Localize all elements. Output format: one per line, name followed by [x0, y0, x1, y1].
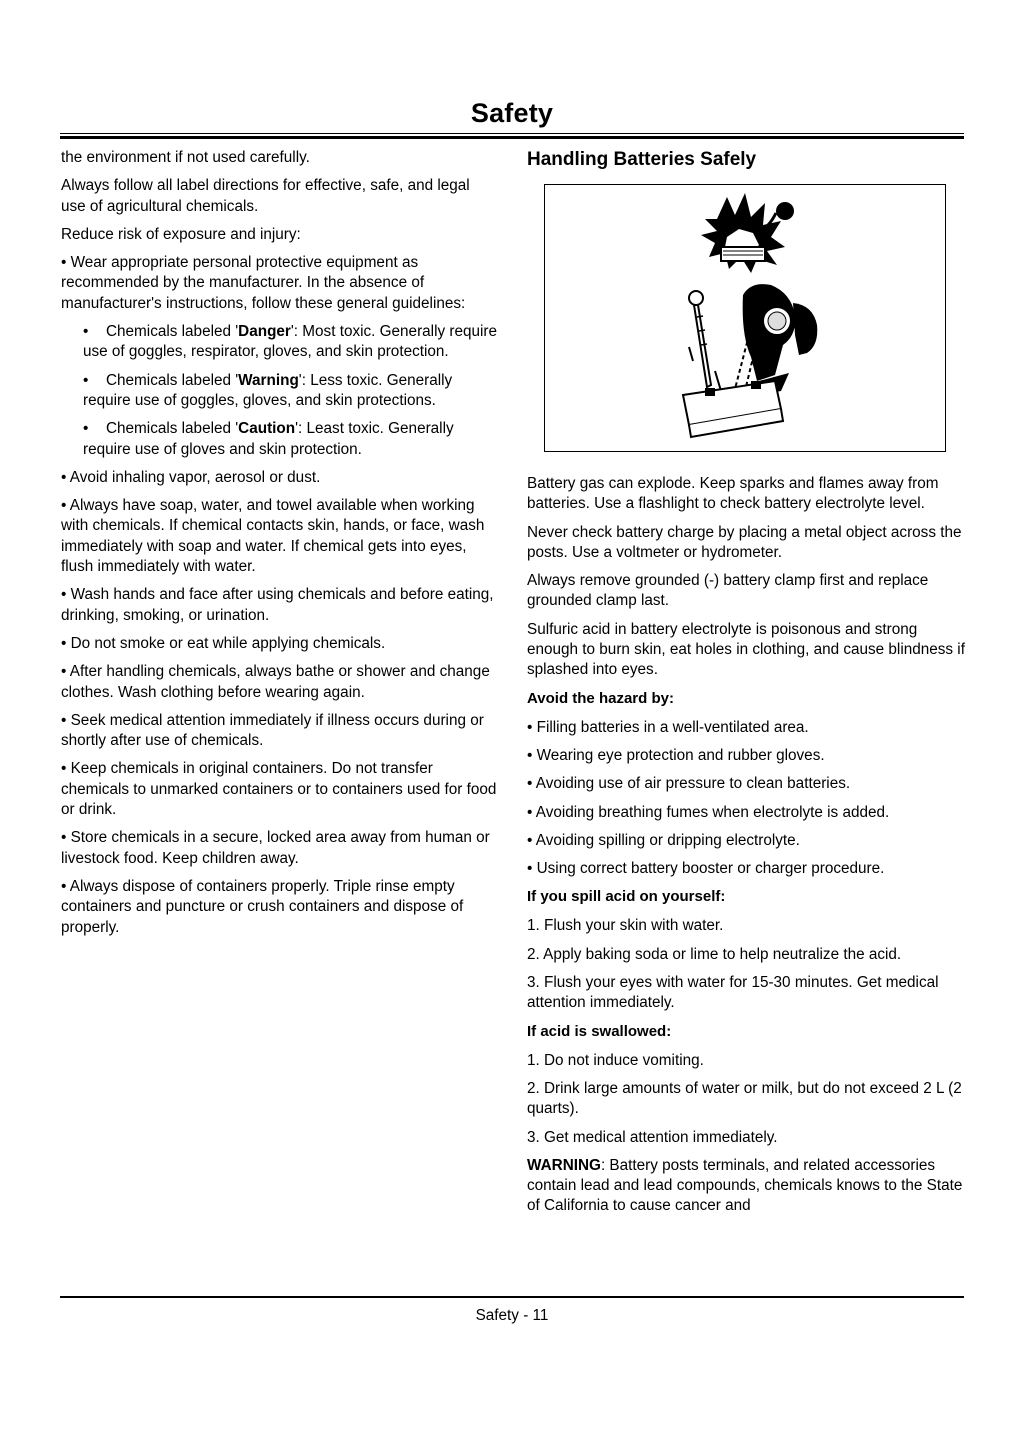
bullet-item: • Seek medical attention immediately if illness occurs during or shortly after use of chemicals.: [61, 711, 484, 750]
paragraph: Never check battery charge by placing a metal object across the posts. Use a voltmeter or hydrometer.: [527, 523, 962, 561]
battery: [683, 381, 783, 437]
bullet-mark: •: [83, 371, 89, 389]
bullet-item: • Avoid inhaling vapor, aerosol or dust.: [61, 468, 321, 486]
subheading-swallowed: If acid is swallowed:: [527, 1022, 672, 1040]
bullet-item: • Keep chemicals in original containers. Do not transfer chemicals to unmarked containers or to containers used for food or drink.: [61, 760, 497, 819]
section-heading: Handling Batteries Safely: [527, 149, 757, 170]
page-number: Safety - 11: [475, 1307, 549, 1324]
right-column: [527, 148, 967, 1225]
bullet-item: • Filling batteries in a well-ventilated area.: [527, 718, 809, 736]
page-title: Safety: [470, 98, 554, 128]
sub-bullet-danger: • Chemicals labeled 'Danger': Most toxic. Generally require use of goggles, respirator, gloves, and skin protection.: [83, 323, 497, 361]
bullet-item: • Wearing eye protection and rubber gloves.: [527, 746, 825, 764]
header-rule-thick: [60, 136, 964, 139]
hydrometer: [689, 291, 721, 391]
bullet-item: • Avoiding breathing fumes when electrolyte is added.: [527, 803, 890, 821]
bullet-mark: •: [83, 420, 89, 438]
bullet-mark: •: [83, 323, 89, 341]
numbered-item: 3. Get medical attention immediately.: [527, 1128, 778, 1146]
explosion-burst: [701, 193, 794, 273]
warning-label: WARNING: [527, 1156, 601, 1174]
subheading-avoid-hazard: Avoid the hazard by:: [527, 689, 674, 707]
numbered-item: 3. Flush your eyes with water for 15-30 minutes. Get medical attention immediately.: [527, 974, 939, 1012]
bullet-item: • Always dispose of containers properly. Triple rinse empty containers and puncture or crush containers and dispose of properly.: [61, 877, 464, 936]
bullet-item: • Avoiding use of air pressure to clean batteries.: [527, 775, 851, 793]
left-column: [61, 148, 497, 946]
paragraph: Battery gas can explode. Keep sparks and flames away from batteries. Use a flashlight to check battery electrolyte level.: [527, 475, 939, 513]
bullet-item: • Avoiding spilling or dripping electrolyte.: [527, 831, 800, 849]
warning-paragraph: WARNING: Battery posts terminals, and related accessories contain lead and lead compounds, chemicals knows to the State of California to cause cancer and: [527, 1156, 963, 1215]
bullet-item: • Always have soap, water, and towel available when working with chemicals. If chemical contacts skin, hands, or face, wash immediately with soap and water. If chemical gets into eyes, flush immediately with water.: [61, 497, 485, 576]
bullet-item: • Using correct battery booster or charger procedure.: [527, 860, 885, 878]
bullet-item: • Wash hands and face after using chemicals and before eating, drinking, smoking, or urination.: [61, 586, 494, 624]
numbered-item: 2. Apply baking soda or lime to help neutralize the acid.: [527, 945, 902, 963]
subheading-spill: If you spill acid on yourself:: [527, 888, 726, 906]
paragraph: Sulfuric acid in battery electrolyte is poisonous and strong enough to burn skin, eat holes in clothing, and cause blindness if splashed into eyes.: [527, 620, 965, 679]
bullet-item: • Wear appropriate personal protective equipment as recommended by the manufacturer. In the absence of manufacturer's instructions, follow these general guidelines:: [61, 254, 466, 312]
warning-label: Warning: [238, 371, 299, 389]
footer-rule: [60, 1296, 964, 1298]
bullet-item: • Store chemicals in a secure, locked area away from human or livestock food. Keep children away.: [61, 829, 490, 867]
person-with-goggles: [735, 284, 817, 392]
danger-label: Danger: [238, 323, 291, 341]
battery-safety-illustration: [544, 184, 946, 452]
bullet-item: • Do not smoke or eat while applying chemicals.: [61, 634, 386, 652]
paragraph: the environment if not used carefully.: [61, 149, 310, 166]
paragraph: Always remove grounded (-) battery clamp first and replace grounded clamp last.: [527, 572, 929, 610]
numbered-item: 1. Do not induce vomiting.: [527, 1051, 704, 1069]
caution-label: Caution: [238, 420, 296, 438]
sub-bullet-warning: • Chemicals labeled 'Warning': Less toxic. Generally require use of goggles, gloves, and skin protections.: [83, 371, 453, 409]
battery-explosion-icon: [545, 185, 945, 451]
numbered-item: 2. Drink large amounts of water or milk, but do not exceed 2 L (2 quarts).: [527, 1079, 962, 1118]
numbered-item: 1. Flush your skin with water.: [527, 917, 724, 935]
paragraph: Reduce risk of exposure and injury:: [61, 225, 301, 243]
header-rule-thin: [60, 133, 964, 134]
bullet-item: • After handling chemicals, always bathe or shower and change clothes. Wash clothing before wearing again.: [61, 663, 490, 701]
paragraph: Always follow all label directions for effective, safe, and legal use of agricultural chemicals.: [61, 177, 470, 215]
sub-bullet-caution: • Chemicals labeled 'Caution': Least toxic. Generally require use of gloves and skin protection.: [83, 420, 454, 458]
